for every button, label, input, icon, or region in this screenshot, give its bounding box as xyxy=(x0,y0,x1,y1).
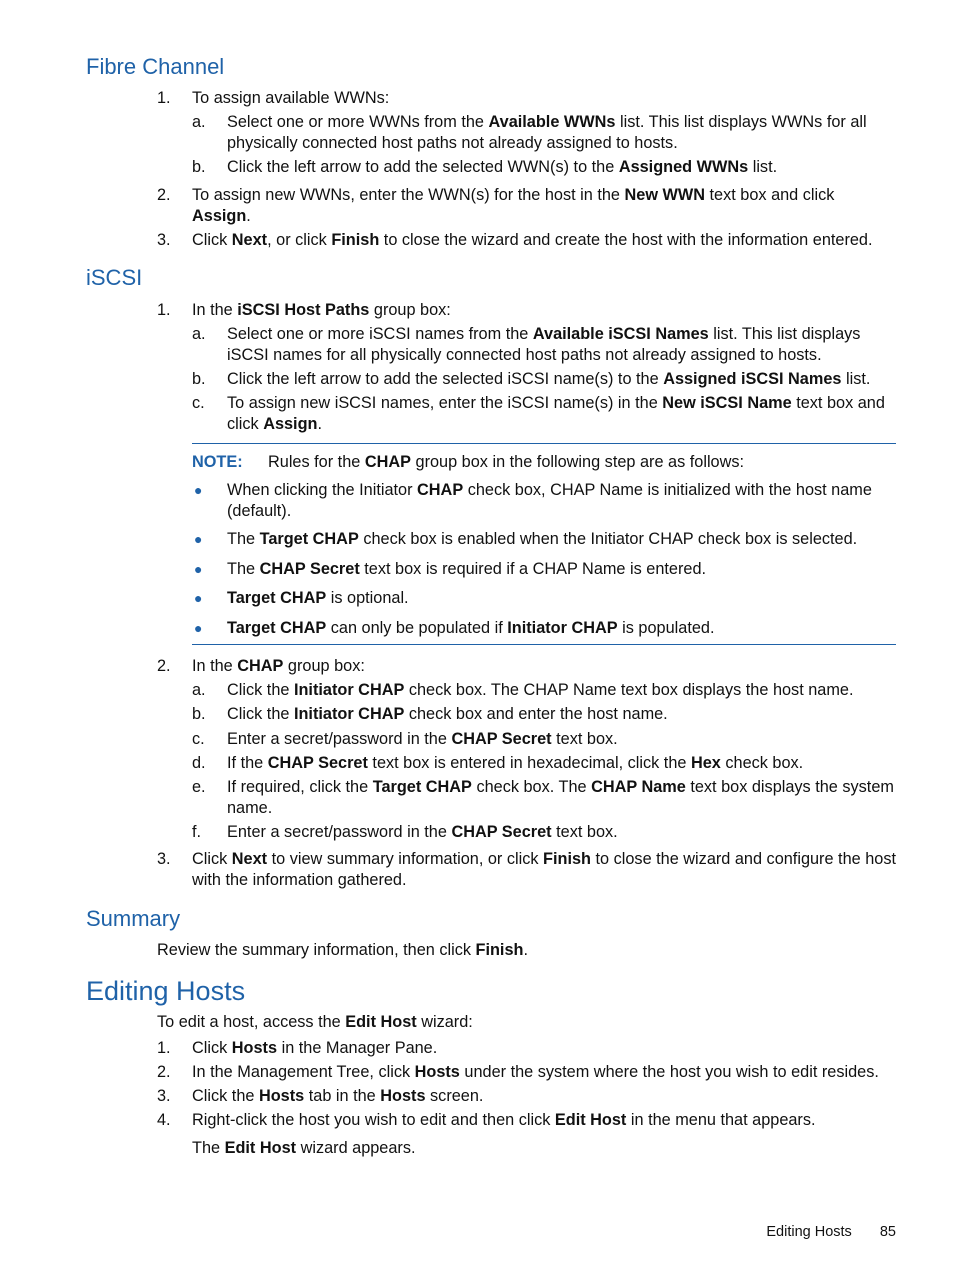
substep-letter: a. xyxy=(192,113,206,131)
bullet-icon: ● xyxy=(194,561,203,577)
step-number: 3. xyxy=(157,850,171,868)
substep-text: Enter a secret/password in the CHAP Secret text box. xyxy=(227,730,618,748)
substep-text: Click the left arrow to add the selected iSCSI name(s) to the Assigned iSCSI Names list. xyxy=(227,370,871,388)
substep-letter: a. xyxy=(192,681,206,699)
note-bullet-text: When clicking the Initiator CHAP check box, CHAP Name is initialized with the host name (default). xyxy=(227,481,872,520)
note-bullet-text: The CHAP Secret text box is required if a CHAP Name is entered. xyxy=(227,560,707,578)
substep-letter: e. xyxy=(192,778,206,796)
substep-text: To assign new iSCSI names, enter the iSCSI name(s) in the New iSCSI Name text box and click Assign. xyxy=(227,394,885,433)
step-number: 1. xyxy=(157,1039,171,1057)
note-label: NOTE: xyxy=(192,453,243,471)
substep-letter: a. xyxy=(192,325,206,343)
substep-letter: f. xyxy=(192,823,202,841)
substep-text: Click the Initiator CHAP check box and enter the host name. xyxy=(227,705,668,723)
step-text: In the Management Tree, click Hosts under the system where the host you wish to edit resides. xyxy=(192,1063,879,1081)
step-number: 2. xyxy=(157,1063,171,1081)
step-text: In the iSCSI Host Paths group box: xyxy=(192,301,451,319)
bullet-icon: ● xyxy=(194,620,203,636)
substep-text: Select one or more iSCSI names from the Available iSCSI Names list. This list displays iSCSI names for all physically connected host paths not already assigned to hosts. xyxy=(227,325,861,364)
step-number: 4. xyxy=(157,1111,171,1129)
section-title-fibre-channel: Fibre Channel xyxy=(86,54,225,79)
step-text: Click Hosts in the Manager Pane. xyxy=(192,1039,438,1057)
step-number: 3. xyxy=(157,231,171,249)
substep-text: Enter a secret/password in the CHAP Secret text box. xyxy=(227,823,618,841)
substep-letter: b. xyxy=(192,370,206,388)
page-title-editing-hosts: Editing Hosts xyxy=(86,976,246,1006)
step-text: In the CHAP group box: xyxy=(192,657,365,675)
substep-letter: c. xyxy=(192,730,205,748)
step-number: 1. xyxy=(157,301,171,319)
substep-text: If required, click the Target CHAP check box. The CHAP Name text box displays the system name. xyxy=(227,778,894,817)
step-text: To assign new WWNs, enter the WWN(s) for the host in the New WWN text box and click Assign. xyxy=(192,186,835,225)
page-footer xyxy=(766,1222,896,1243)
note-bullet-text: Target CHAP can only be populated if Initiator CHAP is populated. xyxy=(227,619,715,637)
page-number: 85 xyxy=(879,1224,896,1240)
step-number: 1. xyxy=(157,89,171,107)
step-number: 2. xyxy=(157,186,171,204)
substep-letter: b. xyxy=(192,705,206,723)
summary-text: Review the summary information, then click Finish. xyxy=(157,941,528,959)
step-text: Click Next, or click Finish to close the wizard and create the host with the information entered. xyxy=(192,231,873,249)
step-number: 3. xyxy=(157,1087,171,1105)
step-result-text: The Edit Host wizard appears. xyxy=(192,1139,416,1157)
note-top-rule xyxy=(192,443,896,444)
substep-text: Select one or more WWNs from the Available WWNs list. This list displays WWNs for all physically connected host paths not already assigned to hosts. xyxy=(227,113,867,152)
bullet-icon: ● xyxy=(194,482,203,498)
step-number: 2. xyxy=(157,657,171,675)
substep-letter: b. xyxy=(192,158,206,176)
note-text: Rules for the CHAP group box in the following step are as follows: xyxy=(268,453,745,471)
note-bottom-rule xyxy=(192,644,896,645)
step-text: Click the Hosts tab in the Hosts screen. xyxy=(192,1087,484,1105)
editing-intro: To edit a host, access the Edit Host wizard: xyxy=(157,1013,473,1031)
substep-text: Click the left arrow to add the selected WWN(s) to the Assigned WWNs list. xyxy=(227,158,778,176)
step-text: Right-click the host you wish to edit and then click Edit Host in the menu that appears. xyxy=(192,1111,816,1129)
footer-section-name: Editing Hosts xyxy=(766,1224,852,1240)
substep-text: If the CHAP Secret text box is entered in hexadecimal, click the Hex check box. xyxy=(227,754,804,772)
step-text: Click Next to view summary information, or click Finish to close the wizard and configure the host with the information gathered. xyxy=(192,850,896,889)
substep-letter: c. xyxy=(192,394,205,412)
step-text: To assign available WWNs: xyxy=(192,89,390,107)
bullet-icon: ● xyxy=(194,531,203,547)
note-bullet-text: The Target CHAP check box is enabled when the Initiator CHAP check box is selected. xyxy=(227,530,858,548)
note-bullet-text: Target CHAP is optional. xyxy=(227,589,409,607)
bullet-icon: ● xyxy=(194,590,203,606)
substep-text: Click the Initiator CHAP check box. The CHAP Name text box displays the host name. xyxy=(227,681,854,699)
section-title-summary: Summary xyxy=(86,906,181,931)
section-title-iscsi: iSCSI xyxy=(86,265,143,290)
substep-letter: d. xyxy=(192,754,206,772)
